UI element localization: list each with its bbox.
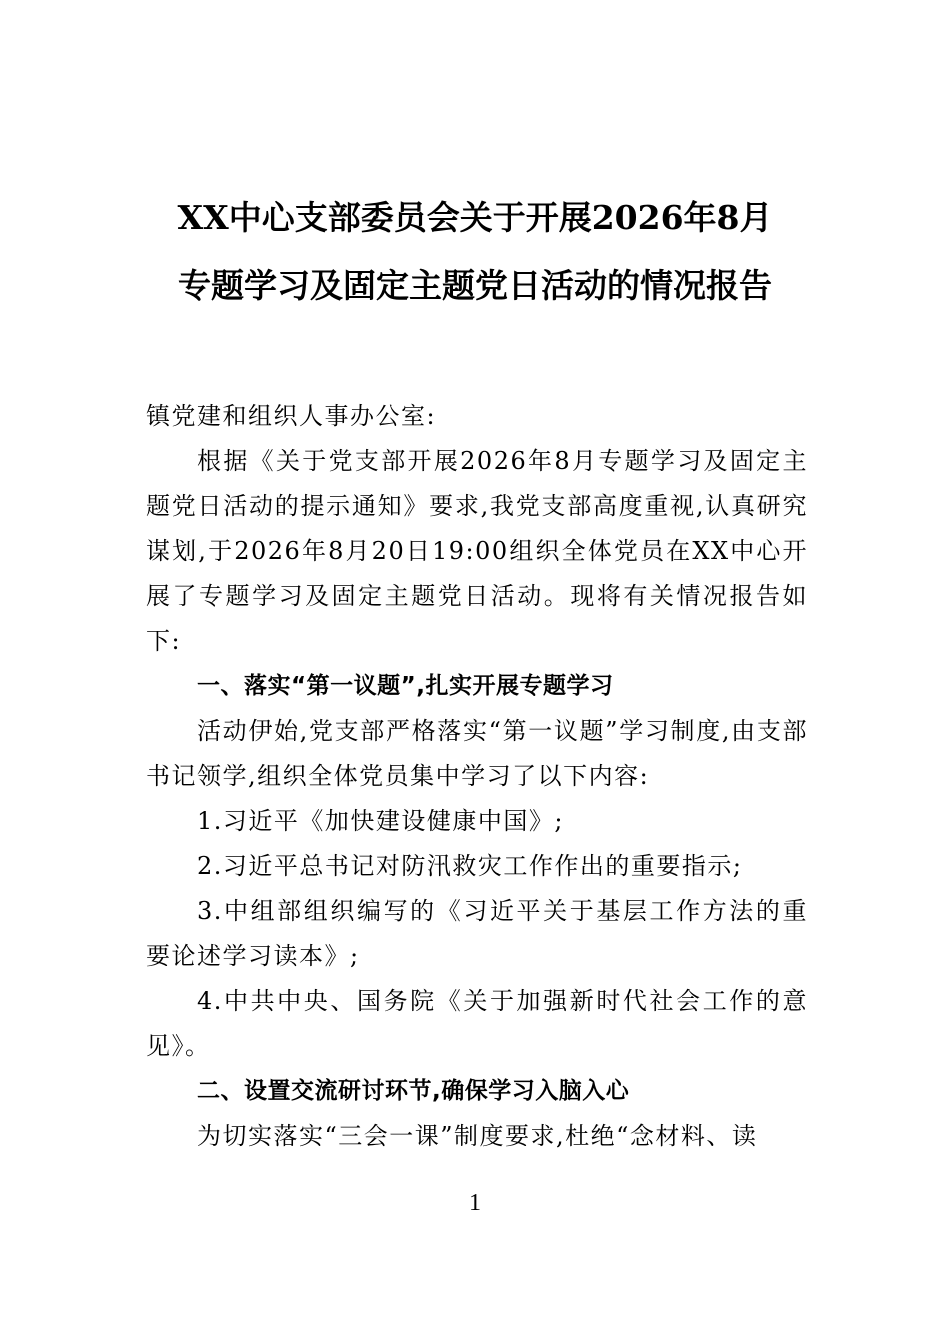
salutation: 镇党建和组织人事办公室: [146, 402, 437, 430]
section-2-heading: 二、设置交流研讨环节,确保学习入脑入心 [197, 1078, 630, 1104]
section-1-intro: 活动伊始,党支部严格落实“第一议题”学习制度,由支部书记领学,组织全体党员集中学习了以下内容: [146, 717, 808, 790]
document-title-line-1: XX中心支部委员会关于开展2026年8月 [177, 198, 773, 237]
page-number: 1 [469, 1190, 481, 1216]
list-item: 4.中共中央、国务院《关于加强新时代社会工作的意见》。 [146, 987, 808, 1060]
section-1-heading: 一、落实“第一议题”,扎实开展专题学习 [197, 673, 614, 699]
list-item: 2.习近平总书记对防汛救灾工作作出的重要指示; [197, 852, 743, 880]
document-title-line-2: 专题学习及固定主题党日活动的情况报告 [178, 266, 772, 305]
intro-paragraph: 根据《关于党支部开展2026年8月专题学习及固定主题党日活动的提示通知》要求,我党支部高度重视,认真研究谋划,于2026年8月20日19:00组织全体党员在XX中心开展了专题学习及固定主题党日活动。现将有关情况报告如下: [146, 447, 808, 655]
list-item: 3.中组部组织编写的《习近平关于基层工作方法的重要论述学习读本》; [146, 897, 808, 970]
document-body [146, 394, 808, 1159]
section-2-intro: 为切实落实“三会一课”制度要求,杜绝“念材料、读 [197, 1122, 758, 1150]
list-item: 1.习近平《加快建设健康中国》; [197, 807, 564, 835]
